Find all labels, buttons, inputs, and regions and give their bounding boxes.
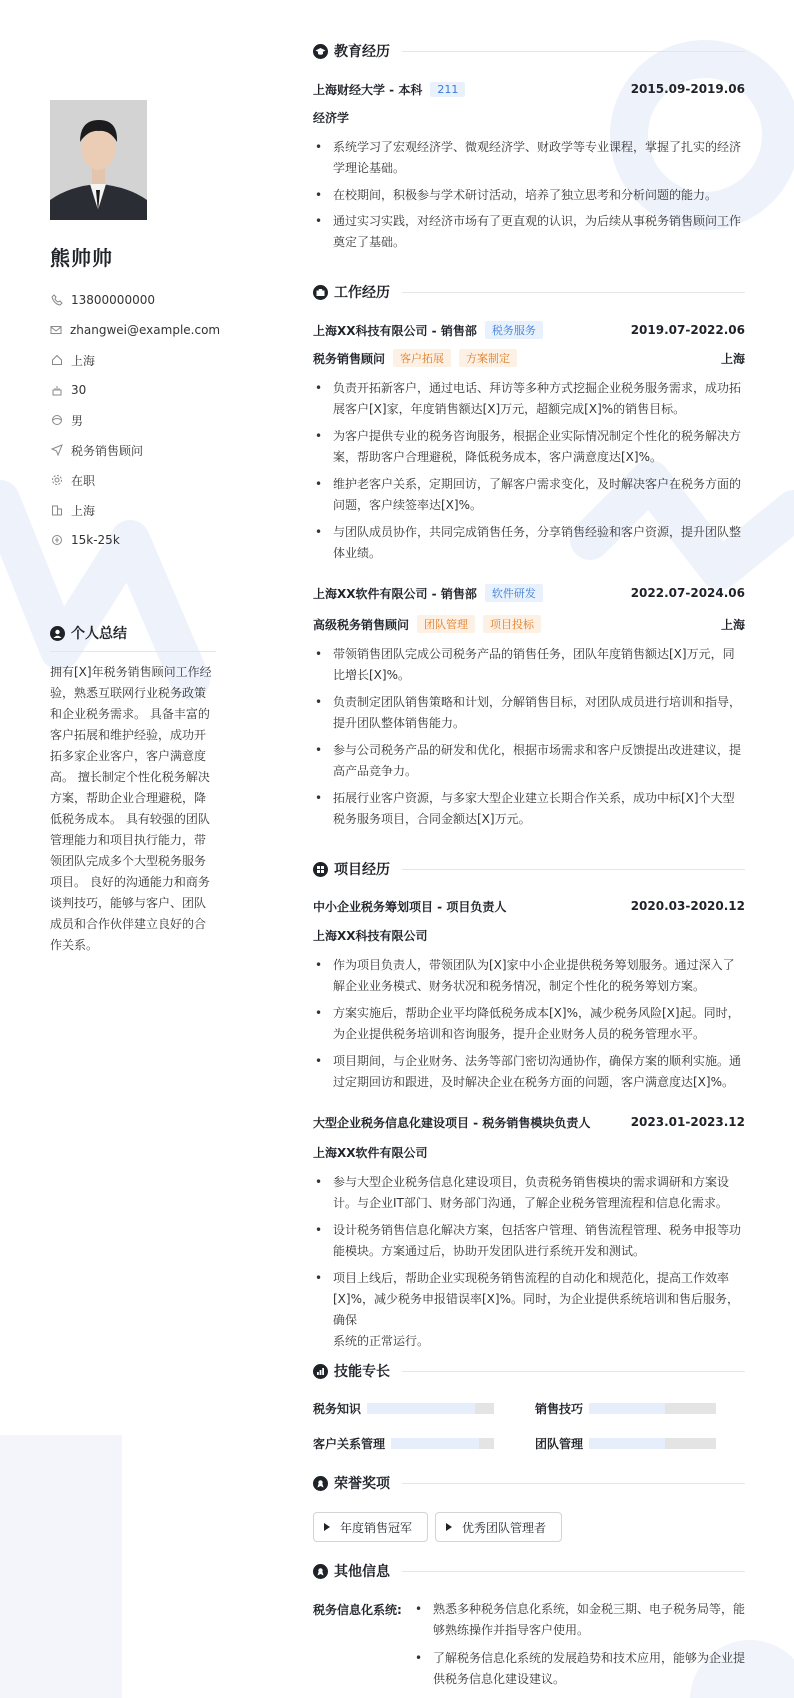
education-bullet: • 在校期间，积极参与学术研讨活动，培养了独立思考和分析问题的能力。 <box>313 185 745 206</box>
skill-bar-fill <box>589 1438 665 1449</box>
phone-icon <box>50 294 63 307</box>
project-org: 上海XX科技有限公司 <box>313 928 428 943</box>
skill-bar <box>391 1438 494 1449</box>
education-bullet: • 系统学习了宏观经济学、微观经济学、财政学等专业课程，掌握了扎实的经济 学理论基础。 <box>313 137 745 179</box>
project-bullet: • 作为项目负责人，带领团队为[X]家中小企业提供税务筹划服务。通过深入了 解企业业务模式、财务状况和税务情况，制定个性化的税务筹划方案。 <box>313 955 745 997</box>
job-bullet: • 拓展行业客户资源，与多家大型企业建立长期合作关系，成功中标[X]个大型 税务服务项目，合同金额达[X]万元。 <box>313 788 745 830</box>
candidate-name: 熊帅帅 <box>50 246 113 270</box>
skill-name: 客户关系管理 <box>313 1437 386 1451</box>
bar-chart-icon <box>313 1364 328 1379</box>
age-value: 30 <box>71 383 87 397</box>
cake-icon <box>50 384 63 397</box>
location-row <box>50 345 220 375</box>
project-bullet: • 设计税务销售信息化解决方案，包括客户管理、销售流程管理、税务申报等功 能模块。方案通过后，协助开发团队进行系统开发和测试。 <box>313 1220 745 1262</box>
salary-row <box>50 525 220 555</box>
education-major: 经济学 <box>313 110 350 125</box>
other-heading: 其他信息 <box>313 1560 745 1582</box>
summary-text: 拥有[X]年税务销售顾问工作经 验，熟悉互联网行业税务政策 和企业税务需求。 具备丰富的 客户拓展和维护经验，成功开 拓多家企业客户，客户满意度 高。 擅长制定个性化税务解决 方案，帮助企业合理避税，降 低税务成本。 具有较强的团队 管理能力和项目执行能力，带 领团队完成多个大型税务服务 项目。 良好的沟通能力和商务 谈判技巧，能够与客户、团队 成员和合作伙伴建立良好的合 作关系。 <box>50 665 212 952</box>
project-date: 2023.01-2023.12 <box>630 1115 745 1129</box>
mail-icon <box>50 324 62 337</box>
project-org: 上海XX软件有限公司 <box>313 1145 428 1160</box>
job-bullet: • 为客户提供专业的税务咨询服务，根据企业实际情况制定个性化的税务解决方 案，帮助客户合理避税，降低税务成本，客户满意度达[X]%。 <box>313 426 745 468</box>
company-name: 上海XX软件有限公司 - 销售部 <box>313 586 477 601</box>
background-block <box>0 1435 122 1698</box>
project-bullet: • 参与大型企业税务信息化建设项目，负责税务销售模块的需求调研和方案设 计。与企业IT部门、财务部门沟通，了解企业税务管理流程和信息化需求。 <box>313 1172 745 1214</box>
skill-tag: 团队管理 <box>417 615 475 633</box>
skill-name: 税务知识 <box>313 1402 362 1416</box>
project-bullet: • 项目期间，与企业财务、法务等部门密切沟通协作，确保方案的顺利实施。通 过定期回访和跟进，及时解决企业在税务方面的问题，客户满意度达[X]%。 <box>313 1051 745 1093</box>
job-role-row <box>313 349 745 367</box>
award-badge: 年度销售冠军 <box>313 1512 428 1542</box>
job-bullet: • 负责开拓新客户，通过电话、拜访等多种方式挖掘企业税务服务需求，成功拓 展客户[X]家，年度销售额达[X]万元，超额完成[X]%的销售目标。 <box>313 378 745 420</box>
job-role-row <box>313 615 745 633</box>
gear-icon <box>50 474 63 487</box>
work-heading: 工作经历 <box>313 281 745 303</box>
company-name: 上海XX科技有限公司 - 销售部 <box>313 323 477 338</box>
gender-row <box>50 405 220 435</box>
job-role: 税务销售顾问 <box>313 351 386 366</box>
skill-bar-fill <box>589 1403 665 1414</box>
phone-value: 13800000000 <box>71 293 155 307</box>
job-bullet: • 负责制定团队销售策略和计划，分解销售目标，对团队成员进行培训和指导， 提升团队整体销售能力。 <box>313 692 745 734</box>
salary-value: 15k-25k <box>71 533 120 547</box>
project-bullet: • 方案实施后，帮助企业平均降低税务成本[X]%，减少税务风险[X]起。同时， 为企业提供税务培训和咨询服务，提升企业财务人员的税务管理水平。 <box>313 1003 745 1045</box>
home-icon <box>50 354 63 367</box>
status-row <box>50 465 220 495</box>
job-date: 2022.07-2024.06 <box>630 586 745 600</box>
job-bullet: • 参与公司税务产品的研发和优化，根据市场需求和客户反馈提出改进建议，提 高产品竞争力。 <box>313 740 745 782</box>
city-value: 上海 <box>71 503 96 518</box>
other-bullet: • 熟悉多种税务信息化系统，如金税三期、电子税务局等，能 够熟练操作并指导客户使用。 <box>413 1599 745 1641</box>
position-value: 税务销售顾问 <box>71 443 144 458</box>
city-row <box>50 495 220 525</box>
briefcase-icon <box>313 285 328 300</box>
school-tag: 211 <box>430 82 465 97</box>
skill-bar <box>589 1438 716 1449</box>
skill-tag: 方案制定 <box>459 349 517 367</box>
education-heading: 教育经历 <box>313 40 745 62</box>
location-value: 上海 <box>71 353 96 368</box>
email-row <box>50 315 220 345</box>
skill-bar <box>589 1403 716 1414</box>
info-icon <box>313 1564 328 1579</box>
send-icon <box>50 444 63 457</box>
project-name: 中小企业税务筹划项目 - 项目负责人 <box>313 899 507 914</box>
age-row <box>50 375 220 405</box>
gender-value: 男 <box>71 413 84 428</box>
award-icon <box>313 1476 328 1491</box>
contact-info <box>50 285 220 555</box>
project-name: 大型企业税务信息化建设项目 - 税务销售模块负责人 <box>313 1115 591 1130</box>
job-header <box>313 321 745 339</box>
skill-name: 销售技巧 <box>535 1402 584 1416</box>
building-icon <box>50 504 63 517</box>
other-bullet: • 了解税务信息化系统的发展趋势和技术应用，能够为企业提 供税务信息化建设建议。 <box>413 1648 745 1690</box>
skill-item <box>313 1400 494 1417</box>
skill-name: 团队管理 <box>535 1437 584 1451</box>
graduation-cap-icon <box>313 44 328 59</box>
job-bullet: • 维护老客户关系，定期回访，了解客户需求变化，及时解决客户在税务方面的 问题，客户续签率达[X]%。 <box>313 474 745 516</box>
project-bullet: • 项目上线后，帮助企业实现税务销售流程的自动化和规范化，提高工作效率 [X]%，减少税务申报错误率[X]%。同时，为企业提供系统培训和售后服务，确保 系统的正常运行。 <box>313 1268 745 1352</box>
industry-tag: 软件研发 <box>485 584 543 602</box>
user-icon <box>50 626 65 641</box>
email-value: zhangwei@example.com <box>70 323 221 337</box>
skill-bar-fill <box>367 1403 475 1414</box>
other-label: 税务信息化系统: <box>313 1603 402 1617</box>
triangle-icon <box>446 1523 452 1531</box>
school-name: 上海财经大学 - 本科 <box>313 82 423 97</box>
profile-panel <box>50 100 220 555</box>
skills-heading: 技能专长 <box>313 1360 745 1382</box>
skill-item <box>535 1435 716 1452</box>
skill-item <box>535 1400 716 1417</box>
job-bullet: • 与团队成员协作，共同完成销售任务，分享销售经验和客户资源，提升团队整 体业绩。 <box>313 522 745 564</box>
triangle-icon <box>324 1523 330 1531</box>
skill-tag: 客户拓展 <box>393 349 451 367</box>
skill-bar-fill <box>391 1438 479 1449</box>
status-value: 在职 <box>71 473 96 488</box>
position-row <box>50 435 220 465</box>
phone-row <box>50 285 220 315</box>
grid-icon <box>313 862 328 877</box>
project-date: 2020.03-2020.12 <box>630 899 745 913</box>
award-badge: 优秀团队管理者 <box>435 1512 562 1542</box>
skill-item <box>313 1435 494 1452</box>
summary-heading: 个人总结 <box>50 623 216 652</box>
industry-tag: 税务服务 <box>485 321 543 339</box>
skill-tag: 项目投标 <box>483 615 541 633</box>
awards-heading: 荣誉奖项 <box>313 1472 745 1494</box>
education-bullet: • 通过实习实践，对经济市场有了更直观的认识，为后续从事税务销售顾问工作 奠定了基础。 <box>313 211 745 253</box>
job-date: 2019.07-2022.06 <box>630 323 745 337</box>
gender-icon <box>50 414 63 427</box>
job-city: 上海 <box>720 617 745 632</box>
projects-heading: 项目经历 <box>313 858 745 880</box>
job-header <box>313 584 745 602</box>
skill-bar <box>367 1403 494 1414</box>
project-header <box>313 897 745 915</box>
job-city: 上海 <box>720 351 745 366</box>
education-date: 2015.09-2019.06 <box>630 82 745 96</box>
job-role: 高级税务销售顾问 <box>313 617 410 632</box>
avatar <box>50 100 147 220</box>
project-header <box>313 1113 745 1131</box>
coin-icon <box>50 534 63 547</box>
job-bullet: • 带领销售团队完成公司税务产品的销售任务，团队年度销售额达[X]万元，同 比增长[X]%。 <box>313 644 745 686</box>
education-header <box>313 80 745 98</box>
